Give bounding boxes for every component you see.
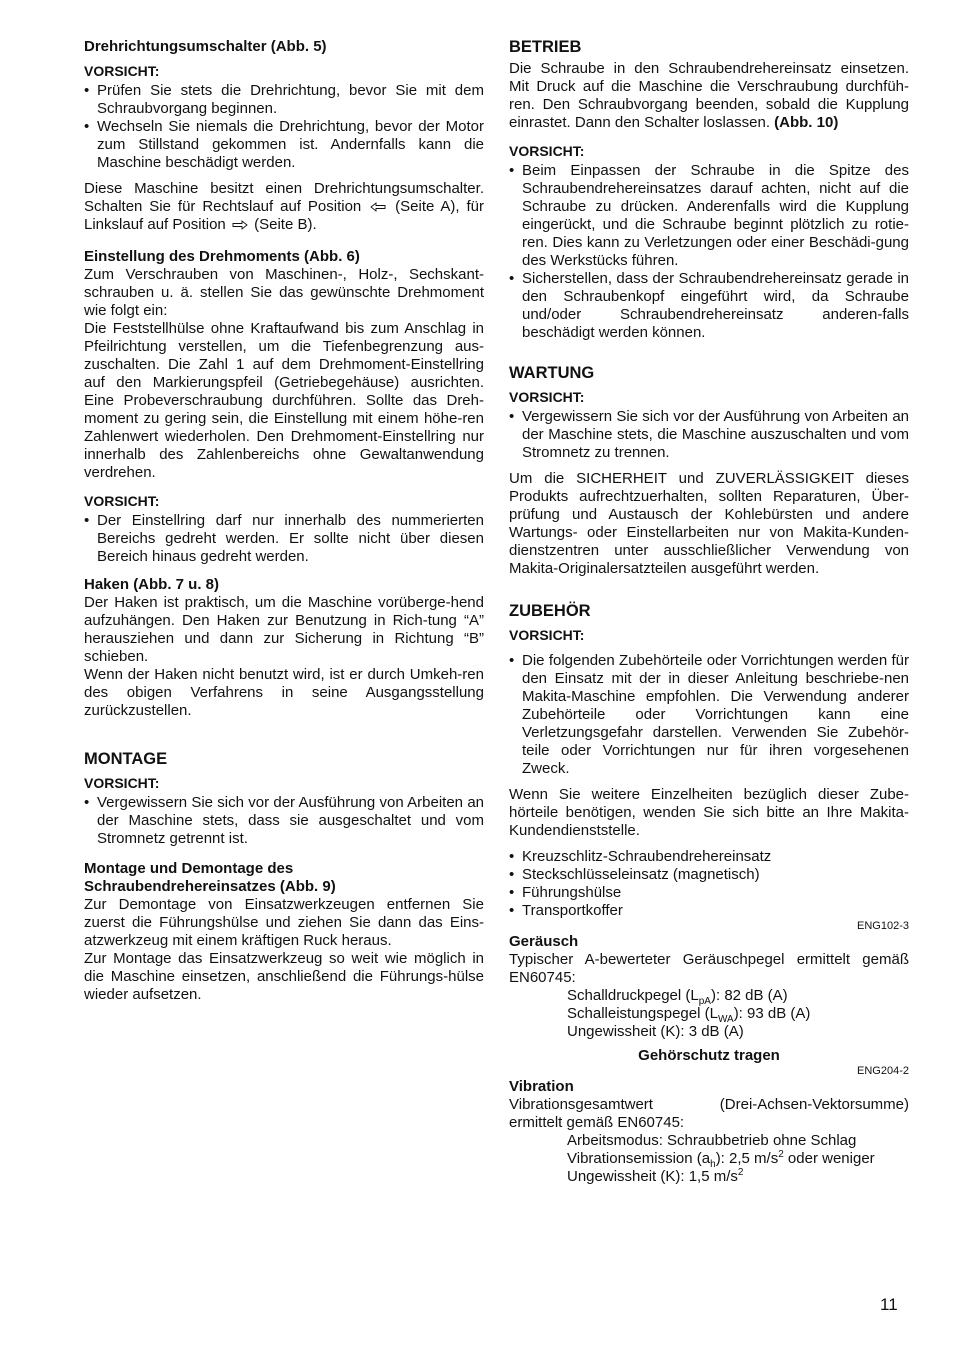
- paragraph: Zum Verschrauben von Maschinen-, Holz-, Sechskant-schrauben u. ä. stellen Sie das gewünschte Drehmoment wie folgt ein:: [84, 266, 484, 319]
- left-column: [84, 38, 484, 1004]
- heading-torque-setting: Einstellung des Drehmoments (Abb. 6): [84, 248, 360, 265]
- list-item: • Der Einstellring darf nur innerhalb des nummerierten Bereichs gedreht werden. Er sollte nicht über diesen Bereich hinaus gedreht werden.: [84, 512, 484, 565]
- heading-zubehoer: ZUBEHÖR: [509, 602, 591, 620]
- heading-wartung: WARTUNG: [509, 364, 595, 382]
- list-item: • Führungshülse: [509, 884, 622, 901]
- paragraph: Wenn Sie weitere Einzelheiten bezüglich dieser Zube-hörteile benötigen, wenden Sie sich bitte an Ihre Makita-Kundendienststelle.: [509, 786, 909, 839]
- vibration-intro-line-2: ermittelt gemäß EN60745:: [509, 1114, 685, 1131]
- paragraph: Die Feststellhülse ohne Kraftaufwand bis zum Anschlag in Pfeilrichtung verstellen, um die Tiefenbegrenzung aus-zuschalten. Die Zahl 1 auf dem Drehmoment-Einstellring auf den Markierungspfeil (Getriebegehäuse) ausrichten. Eine Probeverschraubung durchführen. Sollte das Dreh-moment zu gering sein, die Einstellung mit einem höhe-ren Zahlenwert wiederholen. Den Drehmoment-Einstellring nur innerhalb des Zahlenbereichs ohne Gewaltanwendung verdrehen.: [84, 320, 484, 481]
- list-item: • Wechseln Sie niemals die Drehrichtung, bevor der Motor zum Stillstand gekommen ist. Andernfalls kann die Maschine beschädigt werden.: [84, 118, 484, 171]
- caution-list: [509, 162, 909, 342]
- heading-montage: MONTAGE: [84, 750, 168, 768]
- caution-list: [84, 512, 484, 566]
- caution-label: VORSICHT:: [509, 627, 585, 643]
- page-number: 11: [880, 1295, 898, 1314]
- accessory-list: [509, 848, 909, 920]
- vibration-intro-line: Vibrationsgesamtwert (Drei-Achsen-Vektorsumme): [509, 1096, 909, 1113]
- paragraph: Der Haken ist praktisch, um die Maschine vorüberge-hend aufzuhängen. Den Haken zur Benutzung in Rich-tung “A” herausziehen und dann zur Sicherung in Richtung “B” schieben.: [84, 594, 484, 665]
- vibration-values: [509, 1132, 909, 1186]
- paragraph: Wenn der Haken nicht benutzt wird, ist er durch Umkeh-ren des obigen Verfahrens in seine Ausgangsstellung zurückzustellen.: [84, 666, 484, 719]
- noise-uncertainty: Ungewissheit (K): 3 dB (A): [567, 1023, 744, 1040]
- list-item: • Vergewissern Sie sich vor der Ausführung von Arbeiten an der Maschine stets, dass sie ausgeschaltet und vom Stromnetz getrennt ist.: [84, 794, 484, 847]
- reference-code: ENG204-2: [857, 1065, 909, 1077]
- list-item: • Beim Einpassen der Schraube in die Spitze des Schraubendrehereinsatzes darauf achten, nicht auf die Schraube zu drücken. Anderenfalls wird die Kupplung eingerückt, und die Schraube beginnt plötzlich zu rotie-ren. Dies kann zu Verletzungen oder einer Beschädi-gung des Werkstücks führen.: [509, 162, 909, 269]
- paragraph: Typischer A-bewerteter Geräuschpegel ermittelt gemäß EN60745:: [509, 951, 909, 986]
- caution-list: [84, 794, 484, 848]
- noise-values: [509, 987, 909, 1041]
- vibration-uncertainty: Ungewissheit (K): 1,5 $m/s^2$: [567, 1167, 744, 1185]
- heading-direction-switch: Drehrichtungsumschalter (Abb. 5): [84, 38, 327, 55]
- paragraph: Zur Demontage von Einsatzwerkzeugen entfernen Sie zuerst die Führungshülse und ziehen Sie dann das Eins-atzwerkzeug mit einem kräftigen Ruck heraus.: [84, 896, 484, 949]
- arrow-right-outline-icon: [232, 220, 248, 230]
- caution-label: VORSICHT:: [84, 493, 160, 509]
- sound-pressure-level: Schalldruckpegel $(L_{pA})$: 82 dB (A): [567, 987, 788, 1007]
- heading-betrieb: BETRIEB: [509, 38, 582, 56]
- caution-label: VORSICHT:: [84, 63, 160, 79]
- vibration-emission: Vibrationsemission $(a_h)$: 2,5 $m/s^2$ oder weniger: [567, 1149, 875, 1170]
- list-item: • Prüfen Sie stets die Drehrichtung, bevor Sie mit dem Schraubvorgang beginnen.: [84, 82, 484, 117]
- arrow-left-outline-icon: [370, 202, 386, 212]
- paragraph: Zur Montage das Einsatzwerkzeug so weit wie möglich in die Maschine einsetzen, anschließend die Führungs-hülse wieder aufsetzen.: [84, 950, 484, 1003]
- heading-hook: Haken (Abb. 7 u. 8): [84, 576, 220, 593]
- caution-list: [509, 652, 909, 778]
- paragraph: Die Schraube in den Schraubendrehereinsatz einsetzen. Mit Druck auf die Maschine die Verschraubung durchfüh-ren. Den Schraubvorgang beenden, sobald die Kupplung einrastet. Dann den Schalter loslassen. (Abb. 10): [509, 60, 909, 131]
- list-item: • Sicherstellen, dass der Schraubendrehereinsatz gerade in den Schraubenkopf eingeführt wird, da Schraube und/oder Schraubendrehereinsatz anderen-falls beschädigt werden können.: [509, 270, 909, 341]
- list-item: • Steckschlüsseleinsatz (magnetisch): [509, 866, 760, 883]
- caution-list: [84, 82, 484, 172]
- hearing-protection-note: Gehörschutz tragen: [638, 1047, 780, 1064]
- list-item: • Kreuzschlitz-Schraubendrehereinsatz: [509, 848, 772, 865]
- list-item: • Die folgenden Zubehörteile oder Vorrichtungen werden für den Einsatz mit der in dieser Anleitung beschriebe-nen Makita-Maschine empfohlen. Die Verwendung anderer Zubehörteile oder Vorrichtungen kann eine Verletzungsgefahr darstellen. Verwenden Sie Zubehör-teile oder Vorrichtungen nur für ihren vorgesehenen Zweck.: [509, 652, 909, 777]
- list-item: • Vergewissern Sie sich vor der Ausführung von Arbeiten an der Maschine stets, die Maschine auszuschalten und vom Stromnetz zu trennen.: [509, 408, 909, 461]
- work-mode: Arbeitsmodus: Schraubbetrieb ohne Schlag: [567, 1132, 857, 1149]
- caution-label: VORSICHT:: [509, 143, 585, 159]
- list-item: • Transportkoffer: [509, 902, 623, 919]
- caution-list: [509, 408, 909, 462]
- paragraph: Diese Maschine besitzt einen Drehrichtungsumschalter. Schalten Sie für Rechtslauf auf Position (Seite A), für Linkslauf auf Position (Seite B).: [84, 180, 485, 233]
- heading-vibration: Vibration: [509, 1078, 574, 1095]
- right-column: [509, 38, 909, 1186]
- heading-noise: Geräusch: [509, 933, 579, 950]
- sound-power-level: Schalleistungspegel $(L_{WA})$: 93 dB (A): [567, 1005, 811, 1025]
- heading-bit-mounting: Montage und Demontage des Schraubendrehereinsatzes (Abb. 9): [84, 860, 336, 895]
- caution-label: VORSICHT:: [84, 775, 160, 791]
- caution-label: VORSICHT:: [509, 389, 585, 405]
- reference-code: ENG102-3: [857, 920, 909, 932]
- paragraph: Um die SICHERHEIT und ZUVERLÄSSIGKEIT dieses Produkts aufrechtzuerhalten, sollten Reparaturen, Über-prüfung und Austausch der Kohlebürsten und andere Wartungs- oder Einstellarbeiten nur von Makita-Kunden-dienstzentren unter ausschließlicher Verwendung von Makita-Originalersatzteilen ausgeführt werden.: [509, 470, 909, 577]
